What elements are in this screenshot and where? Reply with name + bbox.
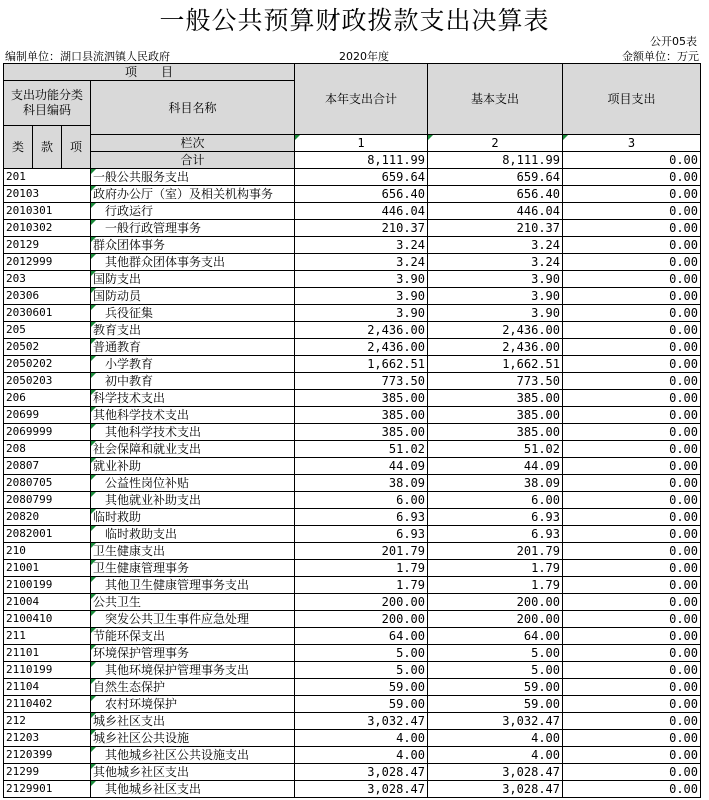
column-label: 栏次 [91,135,295,152]
table-row [4,492,701,509]
row-basic: 1.79 [428,560,563,577]
row-total: 2,436.00 [295,322,428,339]
row-project: 0.00 [563,679,701,696]
row-total: 6.93 [295,509,428,526]
row-code: 2010302 [4,220,91,237]
row-basic: 656.40 [428,186,563,203]
table-row [4,322,701,339]
row-total: 200.00 [295,594,428,611]
row-name: 其他群众团体事务支出 [91,254,295,271]
row-total: 3,028.47 [295,781,428,798]
row-basic: 3.24 [428,254,563,271]
table-row [4,645,701,662]
row-project: 0.00 [563,645,701,662]
row-project: 0.00 [563,288,701,305]
row-code: 205 [4,322,91,339]
row-code: 206 [4,390,91,407]
row-total: 59.00 [295,696,428,713]
row-name: 其他科学技术支出 [91,407,295,424]
table-row [4,560,701,577]
row-name: 国防支出 [91,271,295,288]
expenditure-table [3,63,701,798]
row-project: 0.00 [563,271,701,288]
table-row [4,713,701,730]
row-project: 0.00 [563,305,701,322]
row-code: 211 [4,628,91,645]
row-code: 20103 [4,186,91,203]
row-basic: 385.00 [428,424,563,441]
row-project: 0.00 [563,458,701,475]
row-name: 公共卫生 [91,594,295,611]
row-project: 0.00 [563,169,701,186]
row-total: 5.00 [295,662,428,679]
row-basic: 385.00 [428,407,563,424]
header-xiang: 项 [62,125,91,169]
row-code: 21004 [4,594,91,611]
row-project: 0.00 [563,509,701,526]
row-code: 20306 [4,288,91,305]
row-code: 2110402 [4,696,91,713]
row-project: 0.00 [563,526,701,543]
row-basic: 385.00 [428,390,563,407]
row-basic: 2,436.00 [428,339,563,356]
row-project: 0.00 [563,781,701,798]
row-total: 3.90 [295,288,428,305]
table-row [4,305,701,322]
col-index-2: 2 [428,135,563,152]
row-basic: 200.00 [428,611,563,628]
table-row [4,339,701,356]
row-basic: 3,032.47 [428,713,563,730]
row-name: 一般行政管理事务 [91,220,295,237]
row-code: 2100410 [4,611,91,628]
table-row [4,509,701,526]
money-unit: 金额单位：万元 [622,50,699,63]
row-total: 51.02 [295,441,428,458]
row-code: 208 [4,441,91,458]
row-code: 21101 [4,645,91,662]
row-total: 3.90 [295,271,428,288]
row-project: 0.00 [563,594,701,611]
row-project: 0.00 [563,764,701,781]
table-row [4,169,701,186]
row-basic: 4.00 [428,747,563,764]
row-project: 0.00 [563,662,701,679]
table-row [4,203,701,220]
row-project: 0.00 [563,696,701,713]
row-code: 2030601 [4,305,91,322]
table-row [4,254,701,271]
row-total: 5.00 [295,645,428,662]
row-code: 203 [4,271,91,288]
row-total: 6.93 [295,526,428,543]
row-basic: 773.50 [428,373,563,390]
row-name: 其他科学技术支出 [91,424,295,441]
sum-basic: 8,111.99 [428,152,563,169]
table-row [4,526,701,543]
row-basic: 2,436.00 [428,322,563,339]
row-project: 0.00 [563,611,701,628]
table-row [4,781,701,798]
row-basic: 659.64 [428,169,563,186]
row-total: 210.37 [295,220,428,237]
row-code: 20502 [4,339,91,356]
row-basic: 4.00 [428,730,563,747]
table-row [4,407,701,424]
row-total: 38.09 [295,475,428,492]
row-total: 59.00 [295,679,428,696]
row-basic: 210.37 [428,220,563,237]
row-project: 0.00 [563,747,701,764]
table-row [4,594,701,611]
row-basic: 5.00 [428,645,563,662]
row-project: 0.00 [563,373,701,390]
row-project: 0.00 [563,543,701,560]
row-basic: 201.79 [428,543,563,560]
row-total: 4.00 [295,730,428,747]
row-code: 2100199 [4,577,91,594]
row-total: 201.79 [295,543,428,560]
row-name: 行政运行 [91,203,295,220]
header-lei: 类 [4,125,33,169]
row-total: 1.79 [295,577,428,594]
row-code: 2080799 [4,492,91,509]
row-total: 3.90 [295,305,428,322]
row-project: 0.00 [563,577,701,594]
row-total: 3.24 [295,237,428,254]
header-kuan: 款 [33,125,62,169]
table-row [4,186,701,203]
table-row [4,764,701,781]
col-index-3: 3 [563,135,701,152]
row-total: 659.64 [295,169,428,186]
row-code: 2050203 [4,373,91,390]
table-row [4,543,701,560]
row-name: 节能环保支出 [91,628,295,645]
row-project: 0.00 [563,628,701,645]
row-code: 20699 [4,407,91,424]
row-basic: 3.24 [428,237,563,254]
row-basic: 6.00 [428,492,563,509]
row-name: 其他城乡社区支出 [91,781,295,798]
row-total: 446.04 [295,203,428,220]
table-row [4,458,701,475]
row-project: 0.00 [563,322,701,339]
table-row [4,475,701,492]
row-name: 临时救助 [91,509,295,526]
row-name: 临时救助支出 [91,526,295,543]
sum-total: 8,111.99 [295,152,428,169]
table-row [4,628,701,645]
row-basic: 446.04 [428,203,563,220]
row-project: 0.00 [563,254,701,271]
row-code: 2050202 [4,356,91,373]
row-total: 385.00 [295,407,428,424]
row-name: 科学技术支出 [91,390,295,407]
row-total: 64.00 [295,628,428,645]
row-name: 其他城乡社区公共设施支出 [91,747,295,764]
row-project: 0.00 [563,186,701,203]
row-project: 0.00 [563,730,701,747]
row-basic: 3.90 [428,271,563,288]
row-basic: 3.90 [428,288,563,305]
table-row [4,730,701,747]
row-code: 2080705 [4,475,91,492]
row-name: 农村环境保护 [91,696,295,713]
row-basic: 38.09 [428,475,563,492]
row-code: 210 [4,543,91,560]
row-code: 212 [4,713,91,730]
row-name: 城乡社区公共设施 [91,730,295,747]
row-code: 2120399 [4,747,91,764]
row-basic: 59.00 [428,679,563,696]
row-name: 环境保护管理事务 [91,645,295,662]
row-name: 普通教育 [91,339,295,356]
table-row [4,424,701,441]
form-number: 公开05表 [650,35,697,48]
row-code: 20820 [4,509,91,526]
compiling-unit: 编制单位：湖口县流泗镇人民政府 [5,50,170,63]
table-row [4,271,701,288]
row-code: 2010301 [4,203,91,220]
row-code: 20807 [4,458,91,475]
sum-label: 合计 [91,152,295,169]
row-name: 就业补助 [91,458,295,475]
row-total: 3.24 [295,254,428,271]
row-total: 385.00 [295,424,428,441]
row-project: 0.00 [563,356,701,373]
row-project: 0.00 [563,237,701,254]
row-name: 社会保障和就业支出 [91,441,295,458]
row-code: 20129 [4,237,91,254]
row-name: 政府办公厅（室）及相关机构事务 [91,186,295,203]
table-row [4,577,701,594]
report-title: 一般公共预算财政拨款支出决算表 [159,6,550,35]
table-row [4,662,701,679]
row-name: 城乡社区支出 [91,713,295,730]
row-project: 0.00 [563,390,701,407]
row-name: 初中教育 [91,373,295,390]
row-name: 小学教育 [91,356,295,373]
row-code: 21001 [4,560,91,577]
fiscal-year: 2020年度 [339,50,389,63]
row-total: 3,032.47 [295,713,428,730]
row-basic: 3,028.47 [428,764,563,781]
row-basic: 200.00 [428,594,563,611]
row-name: 公益性岗位补贴 [91,475,295,492]
row-project: 0.00 [563,560,701,577]
row-name: 其他卫生健康管理事务支出 [91,577,295,594]
row-total: 2,436.00 [295,339,428,356]
row-code: 2082001 [4,526,91,543]
table-row [4,696,701,713]
row-total: 3,028.47 [295,764,428,781]
header-name: 科目名称 [91,81,295,135]
row-name: 一般公共服务支出 [91,169,295,186]
row-name: 其他就业补助支出 [91,492,295,509]
row-name: 教育支出 [91,322,295,339]
row-total: 773.50 [295,373,428,390]
row-name: 突发公共卫生事件应急处理 [91,611,295,628]
sum-project: 0.00 [563,152,701,169]
row-basic: 3,028.47 [428,781,563,798]
row-project: 0.00 [563,441,701,458]
row-basic: 6.93 [428,509,563,526]
row-name: 卫生健康支出 [91,543,295,560]
row-code: 21203 [4,730,91,747]
row-project: 0.00 [563,407,701,424]
table-row [4,611,701,628]
row-basic: 1,662.51 [428,356,563,373]
table-row [4,390,701,407]
table-row [4,237,701,254]
row-basic: 6.93 [428,526,563,543]
row-basic: 44.09 [428,458,563,475]
header-total: 本年支出合计 [295,64,428,135]
row-name: 兵役征集 [91,305,295,322]
row-basic: 5.00 [428,662,563,679]
row-name: 自然生态保护 [91,679,295,696]
row-total: 6.00 [295,492,428,509]
row-total: 385.00 [295,390,428,407]
row-code: 21104 [4,679,91,696]
table-row [4,288,701,305]
row-name: 卫生健康管理事务 [91,560,295,577]
row-code: 2110199 [4,662,91,679]
row-code: 2012999 [4,254,91,271]
col-index-1: 1 [295,135,428,152]
row-name: 其他环境保护管理事务支出 [91,662,295,679]
table-row [4,679,701,696]
row-project: 0.00 [563,492,701,509]
row-project: 0.00 [563,203,701,220]
row-basic: 3.90 [428,305,563,322]
row-project: 0.00 [563,424,701,441]
table-row [4,441,701,458]
header-project: 项目支出 [563,64,701,135]
row-name: 国防动员 [91,288,295,305]
row-name: 群众团体事务 [91,237,295,254]
row-code: 21299 [4,764,91,781]
row-project: 0.00 [563,220,701,237]
row-total: 44.09 [295,458,428,475]
row-basic: 64.00 [428,628,563,645]
row-total: 200.00 [295,611,428,628]
row-project: 0.00 [563,713,701,730]
row-basic: 1.79 [428,577,563,594]
table-row [4,747,701,764]
row-name: 其他城乡社区支出 [91,764,295,781]
header-basic: 基本支出 [428,64,563,135]
row-total: 656.40 [295,186,428,203]
row-total: 1,662.51 [295,356,428,373]
row-basic: 59.00 [428,696,563,713]
header-func-code: 支出功能分类 科目编码 [4,81,91,126]
row-basic: 51.02 [428,441,563,458]
row-code: 2129901 [4,781,91,798]
row-project: 0.00 [563,339,701,356]
row-code: 201 [4,169,91,186]
header-item: 项 目 [4,64,295,81]
table-row [4,373,701,390]
row-total: 4.00 [295,747,428,764]
table-row [4,220,701,237]
row-project: 0.00 [563,475,701,492]
row-code: 2069999 [4,424,91,441]
table-row [4,356,701,373]
row-total: 1.79 [295,560,428,577]
